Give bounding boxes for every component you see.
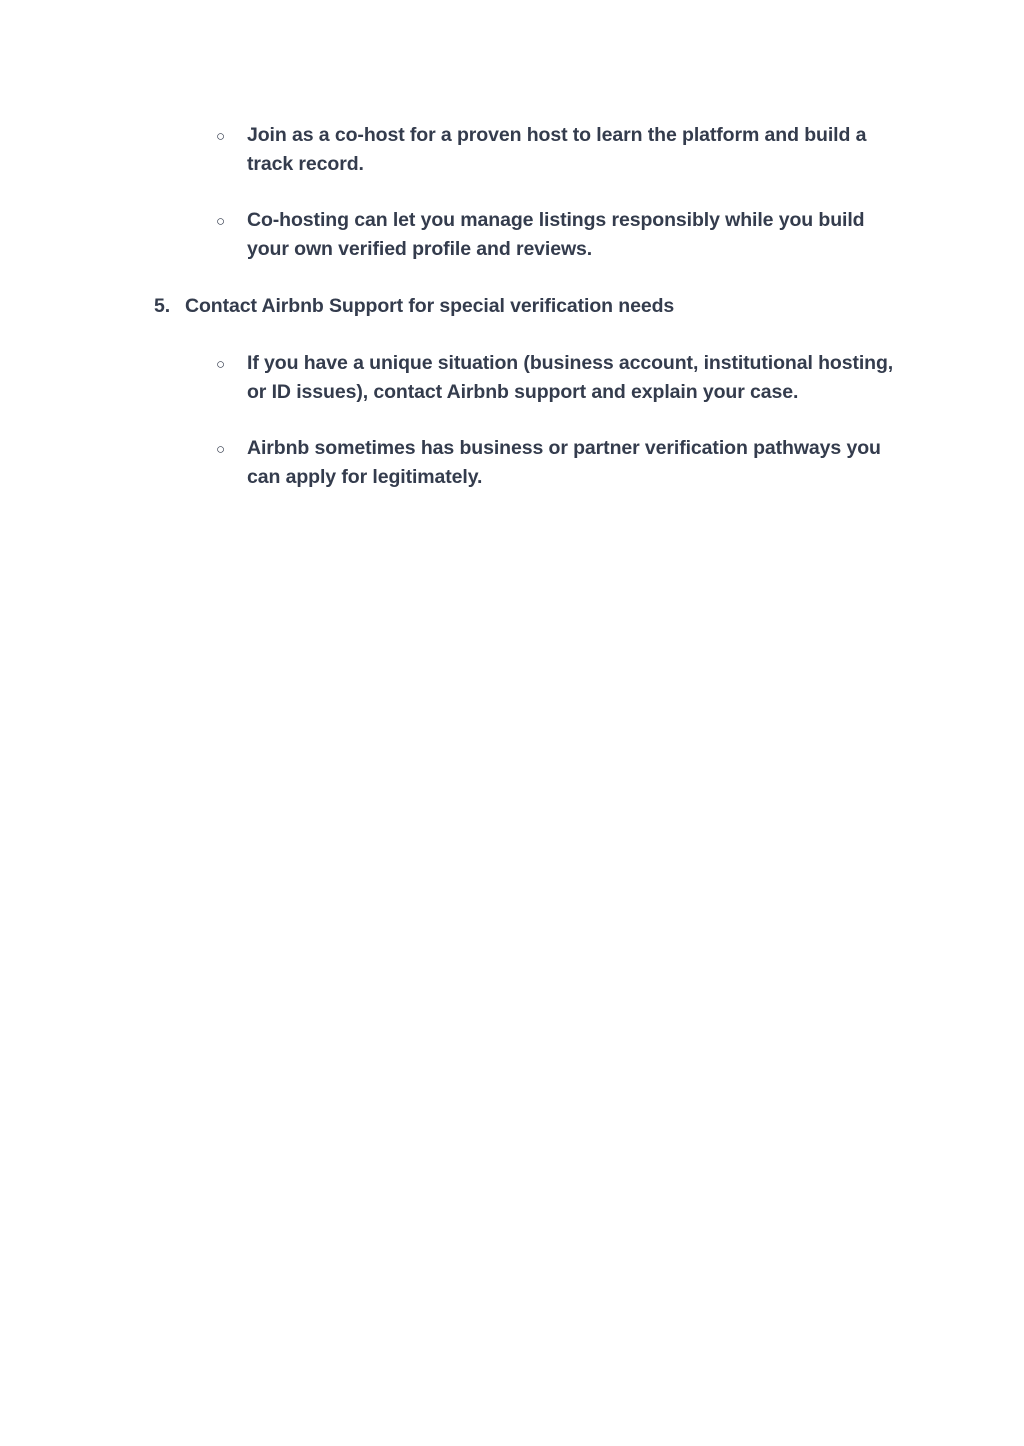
list-item-text: Join as a co-host for a proven host to learn the platform and build a track record. (247, 124, 867, 175)
list-item-text: Co-hosting can let you manage listings responsibly while you build your own verified profile and reviews. (247, 209, 865, 260)
hollow-bullet-icon: ○ (216, 213, 226, 230)
hollow-bullet-icon: ○ (216, 356, 226, 373)
numbered-item-heading: Contact Airbnb Support for special verification needs (185, 295, 675, 317)
list-item-text: If you have a unique situation (business account, institutional hosting, or ID issues), contact Airbnb support and explain your case. (247, 352, 894, 403)
hollow-bullet-icon: ○ (216, 441, 226, 458)
hollow-bullet-icon: ○ (216, 128, 226, 145)
list-number: 5. (154, 295, 171, 317)
list-item-text: Airbnb sometimes has business or partner verification pathways you can apply for legitimately. (247, 437, 881, 488)
